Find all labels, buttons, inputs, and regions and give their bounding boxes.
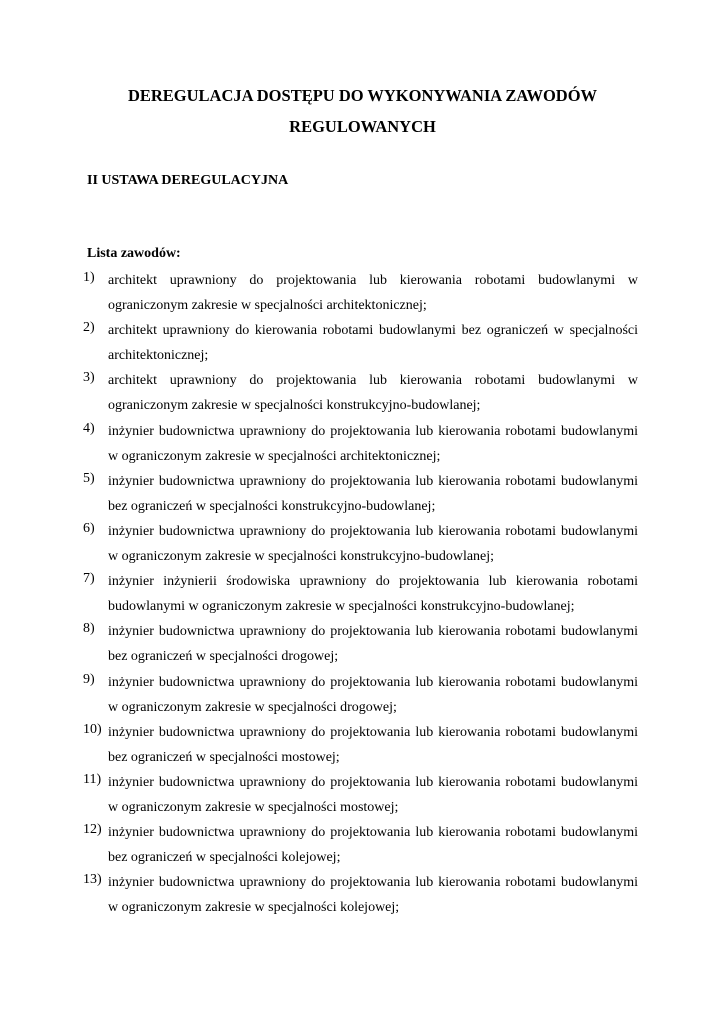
list-item-number: 6) (83, 520, 95, 536)
list-item-number: 2) (83, 320, 95, 336)
list-item (0, 567, 725, 617)
list-item-number: 11) (83, 771, 102, 787)
list-item-number: 10) (83, 721, 102, 737)
list-item (0, 617, 725, 667)
list-item-text: inżynier budownictwa uprawniony do projektowania lub kierowania robotami budowlanymi w ograniczonym zakresie w specjalności mostowej; (108, 774, 638, 815)
list-item-text: architekt uprawniony do kierowania robotami budowlanymi bez ograniczeń w specjalności architektonicznej; (108, 323, 638, 364)
list-item-number: 9) (83, 671, 95, 687)
list-item-number: 13) (83, 872, 102, 888)
section-heading: II USTAWA DEREGULACYJNA (87, 173, 289, 188)
list-item-number: 3) (83, 370, 95, 386)
list-item-text: architekt uprawniony do projektowania lub kierowania robotami budowlanymi w ograniczonym zakresie w specjalności konstrukcyjno-budowlanej; (108, 373, 638, 414)
list-item-text: inżynier budownictwa uprawniony do projektowania lub kierowania robotami budowlanymi bez ograniczeń w specjalności kolejowej; (108, 825, 638, 866)
list-item-number: 8) (83, 621, 95, 637)
list-item-number: 4) (83, 420, 95, 436)
list-item (0, 768, 725, 818)
list-item-text: inżynier budownictwa uprawniony do projektowania lub kierowania robotami budowlanymi w ograniczonym zakresie w specjalności architektonicznej; (108, 423, 638, 464)
list-item-number: 7) (83, 571, 95, 587)
list-item-text: inżynier inżynierii środowiska uprawniony do projektowania lub kierowania robotami budowlanymi w ograniczonym zakresie w specjalności konstrukcyjno-budowlanej; (108, 574, 638, 615)
list-item (0, 818, 725, 868)
list-item (0, 366, 725, 416)
list-item-text: inżynier budownictwa uprawniony do projektowania lub kierowania robotami budowlanymi bez ograniczeń w specjalności konstrukcyjno-budowlanej; (108, 473, 638, 514)
list-item-text: architekt uprawniony do projektowania lub kierowania robotami budowlanymi w ograniczonym zakresie w specjalności architektonicznej; (108, 273, 638, 313)
list-item-number: 12) (83, 822, 102, 838)
list-item (0, 668, 725, 718)
list-item (0, 417, 725, 467)
list-item (0, 266, 725, 316)
document-title-line-2: REGULOWANYCH (289, 117, 436, 136)
list-item-number: 1) (83, 270, 95, 285)
list-item (0, 467, 725, 517)
list-item (0, 316, 725, 366)
profession-list (0, 266, 725, 918)
document-title-line-1: DEREGULACJA DOSTĘPU DO WYKONYWANIA ZAWODÓW (127, 86, 598, 105)
list-item-text: inżynier budownictwa uprawniony do projektowania lub kierowania robotami budowlanymi w ograniczonym zakresie w specjalności kolejowej; (108, 875, 638, 916)
list-item-text: inżynier budownictwa uprawniony do projektowania lub kierowania robotami budowlanymi bez ograniczeń w specjalności mostowej; (108, 724, 638, 765)
list-item (0, 517, 725, 567)
list-item-text: inżynier budownictwa uprawniony do projektowania lub kierowania robotami budowlanymi w ograniczonym zakresie w specjalności konstrukcyjno-budowlanej; (108, 523, 638, 564)
list-item-text: inżynier budownictwa uprawniony do projektowania lub kierowania robotami budowlanymi bez ograniczeń w specjalności drogowej; (108, 624, 638, 665)
list-item (0, 868, 725, 918)
list-heading: Lista zawodów: (87, 246, 181, 261)
list-item (0, 718, 725, 768)
list-item-text: inżynier budownictwa uprawniony do projektowania lub kierowania robotami budowlanymi w ograniczonym zakresie w specjalności drogowej; (108, 674, 638, 715)
list-item-number: 5) (83, 470, 95, 486)
